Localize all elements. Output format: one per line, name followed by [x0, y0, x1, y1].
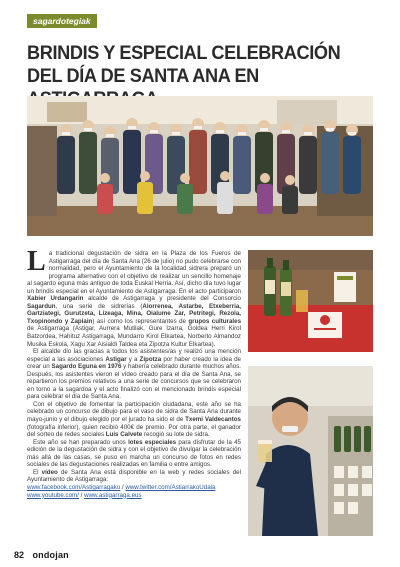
text-run: Zipotza — [139, 355, 162, 363]
cider-bottles-photo — [248, 250, 373, 352]
twitter-link[interactable]: www.twitter.com/AstiarrakoUdala — [125, 483, 216, 491]
text-run: a tradicional degustación de sidra en la Plaza de los Fueros de Astigarraga del día de Santa Ana (26 de julio) no pudo celebrarse con normalidad, pero el Ayuntamiento de la localidad sidrera preparó un programa alternativo con el objetivo de realizar un sencillo homenaje al sagardo egunа más antiguo de toda Euskal Herria. Así, dicho día tuvo lugar un brindis especial en el Ayuntamiento de Astigarraga. En el acto participaron — [27, 250, 241, 295]
text-run: Alorrenea, Astarbe, Etxeberria, Gartziategi, Gurutzeta, Lizeaga, Mina, Oialume Zar, Petritegi, Rezola, Txopinondo y Zapiain — [27, 302, 241, 325]
text-run: Sagardo Eguna en 1976 — [51, 363, 122, 371]
text-run: Este año se han preparado unos — [33, 438, 129, 446]
paragraph-5 — [27, 469, 241, 499]
publication-name: ondojan — [32, 549, 69, 560]
article-title: BRINDIS Y ESPECIAL CELEBRACIÓN DEL DÍA DE SANTA ANA EN — [27, 42, 341, 87]
paragraph-2 — [27, 348, 241, 401]
paragraph-3 — [27, 401, 241, 439]
text-run: Xabier Urdangarin — [27, 295, 84, 303]
section-tag: sagardotegiak — [27, 14, 97, 28]
text-run: de Astigarraga (Astigar, Aurrera Mutilak, Gure Izarra, Goldea Herri Kirol Batzordea, Hahituz Astigarraga, Mundarro Kirol Elkartea, Norberto Almandoz Musika Eskola, Xagu Xar Aisialdi Taldea eta Zipotza Kultur Elkartea). — [27, 325, 241, 348]
group-photo — [27, 96, 373, 236]
text-run: El alcalde dio las gracias a todos los asistentes/as y realizó una mención especial a las asociaciones — [27, 348, 241, 363]
text-run: Luis Calvete — [105, 431, 143, 439]
facebook-link[interactable]: www.facebook.com/Astigarragako — [27, 483, 121, 491]
text-run: por haber creado la idea de crear un — [27, 355, 242, 371]
text-run: (fotografía inferior), quien recibió 400€ de premio. Por otra parte, el ganador del sorteo de redes sociales — [27, 423, 241, 439]
link-separator: / — [78, 491, 85, 499]
text-run: y a — [126, 355, 140, 363]
drop-cap: L — [27, 246, 46, 277]
text-run: ) así como los representantes de — [92, 317, 189, 325]
group-photo-illustration — [27, 96, 373, 236]
prize-winner-illustration — [248, 366, 373, 536]
text-run: Sagardun — [27, 302, 56, 310]
cider-bottles-illustration — [248, 250, 373, 352]
text-run: El — [33, 468, 42, 476]
youtube-link[interactable]: www.youtube.com/ — [27, 491, 79, 499]
text-run: , una serie de sidrerías ( — [55, 302, 143, 310]
text-run: alcalde de Astigarraga y presidente del Consorcio — [83, 295, 241, 303]
website-link[interactable]: www.astigarraga.eus — [84, 491, 142, 499]
text-run: y habería celebrado durante muchos años. Después, los asistentes vieron el vídeo creado para el día de Santa Ana, se repartieron los premios relativos a una serie de concursos que se celebraron en torno a la sagardoa y el acto finalizó con el mencionado brindis especial para celebrar el día de Santa Ana. — [27, 363, 242, 401]
paragraph-1 — [27, 246, 242, 348]
text-run: lotes especiales — [128, 438, 177, 446]
text-run: recogió su lote de sidra. — [142, 431, 210, 439]
text-run: grupos culturales — [188, 317, 242, 325]
text-run: para disfrutar de la 45 edición de la degustación de sidra y con el objetivo de divulgar la celebración más allá de las casas, se puso en marcha un concurso de fotos en redes sociales de las degustaciones realizadas en familia o entre amigos. — [27, 438, 241, 469]
text-run: Con el objetivo de fomentar la participación ciudadana, este año se ha celebrado un concurso de dibujo para el vaso de sidra de Santa Ana durante mayo-junio y el dibujo elegido por el jurado ha sido el de — [27, 400, 241, 424]
article-body — [27, 246, 242, 499]
text-run: de Santa Ana está disponible en la web y redes sociales del Ayuntamiento de Astigarraga: — [27, 468, 241, 484]
text-run: vídeo — [41, 468, 58, 476]
page-number: 82 — [14, 549, 25, 560]
link-separator: / — [120, 483, 126, 491]
text-run: Txemi Valdecantos — [185, 416, 241, 424]
paragraph-4 — [27, 439, 241, 469]
text-run: Astigar — [105, 355, 127, 363]
prize-winner-photo — [248, 366, 373, 536]
page-footer — [14, 546, 69, 558]
